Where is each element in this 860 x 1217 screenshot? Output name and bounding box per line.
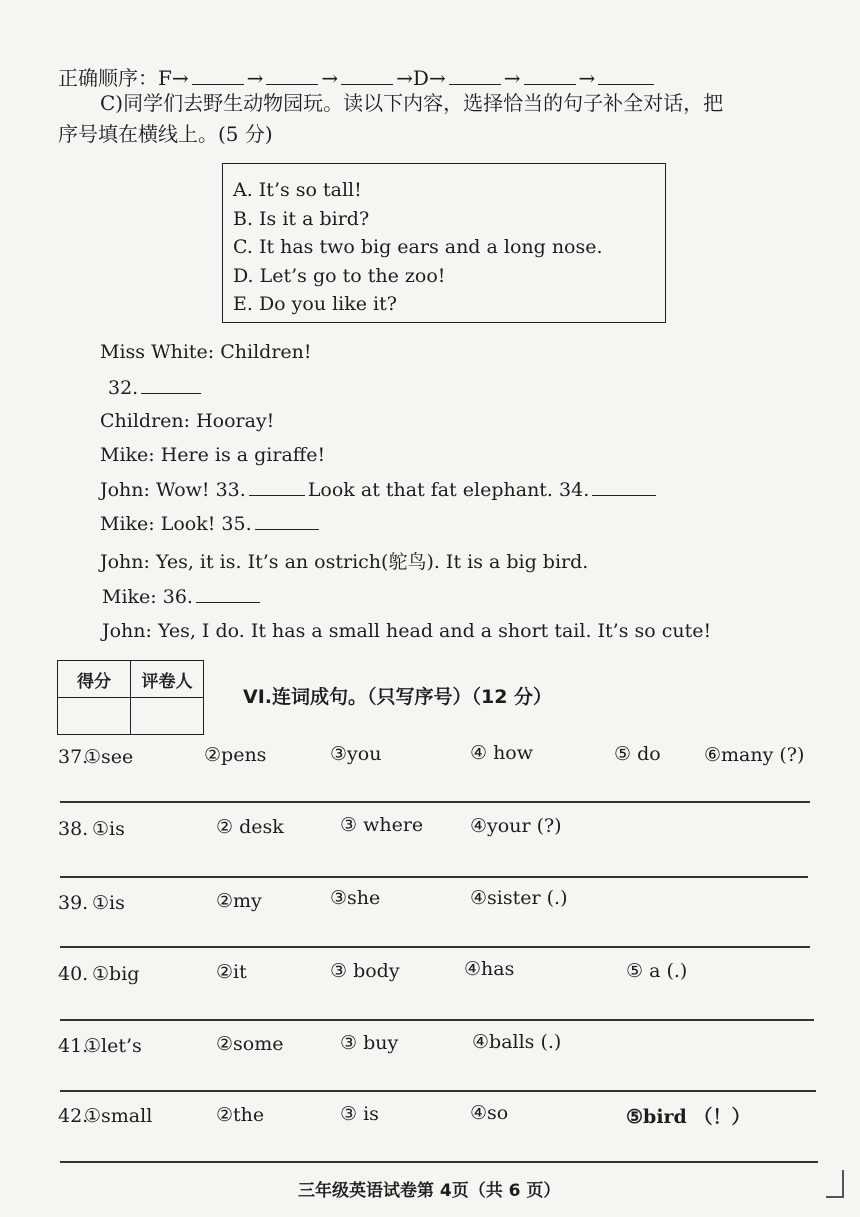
score-header: 得分 (58, 661, 131, 698)
question-42-word-5: ⑤bird （！） (626, 1106, 751, 1128)
option-e: E. Do you like it? (233, 293, 397, 315)
question-42-word-2: ②the (216, 1104, 265, 1126)
q35-blank[interactable] (255, 528, 319, 530)
question-41-word-1: ①let’s (84, 1035, 142, 1057)
question-42-word-1: ①small (84, 1105, 153, 1127)
question-39-word-2: ②my (216, 890, 262, 912)
answer-line-38[interactable] (60, 876, 808, 878)
question-38-word-3: ③ where (340, 814, 424, 836)
answer-line-40[interactable] (60, 1019, 814, 1021)
question-37-word-5: ⑤ do (614, 743, 661, 765)
dialogue-line-33-34 (100, 479, 659, 501)
question-39-word-1: ①is (92, 892, 125, 914)
question-40-word-3: ③ body (330, 960, 400, 982)
question-37-word-3: ③you (330, 743, 382, 765)
question-37-word-2: ②pens (204, 744, 267, 766)
order-label: 正确顺序：F→ (58, 66, 189, 90)
order-arrow-1: → (246, 66, 264, 90)
order-arrow-4: → (578, 66, 596, 90)
dialogue-line-3: Children: Hooray! (100, 410, 275, 432)
question-38-number: 38. (58, 818, 89, 840)
order-blank-5[interactable] (524, 83, 576, 85)
section-c-instruction-2: 序号填在横线上。(5 分) (58, 122, 273, 146)
question-42-number: 42. (58, 1105, 89, 1127)
option-b: B. Is it a bird? (233, 207, 370, 230)
question-38-word-2: ② desk (216, 816, 284, 838)
dialogue-line-35 (100, 513, 322, 535)
question-37-word-1: ①see (84, 746, 134, 768)
question-41-word-3: ③ buy (340, 1032, 399, 1054)
q36-prefix: Mike: 36. (102, 586, 193, 608)
q32-number: 32. (108, 377, 139, 399)
q35-prefix: Mike: Look! 35. (100, 513, 252, 535)
question-40-word-1: ①big (92, 963, 140, 985)
option-a: A. It’s so tall! (233, 179, 362, 201)
question-37-word-4: ④ how (470, 742, 534, 764)
options-box (222, 163, 666, 323)
question-40-number: 40. (58, 963, 89, 985)
q33-blank[interactable] (249, 494, 305, 496)
answer-line-41[interactable] (60, 1090, 816, 1092)
question-37-word-6: ⑥many (?) (704, 744, 805, 766)
question-41-number: 41. (58, 1035, 89, 1057)
question-39-word-4: ④sister (.) (470, 887, 568, 909)
question-39-word-3: ③she (330, 887, 381, 909)
order-blank-1[interactable] (192, 83, 244, 85)
dialogue-line-9: John: Yes, I do. It has a small head and a short tail. It’s so cute! (102, 620, 712, 642)
order-blank-2[interactable] (266, 83, 318, 85)
answer-line-37[interactable] (60, 801, 810, 803)
q36-blank[interactable] (196, 601, 260, 603)
grader-header: 评卷人 (131, 661, 204, 698)
question-40-word-2: ②it (216, 961, 247, 983)
question-42-word-4: ④so (470, 1102, 509, 1124)
order-blank-4[interactable] (449, 83, 501, 85)
order-arrow-2: → (321, 66, 339, 90)
dialogue-line-1: Miss White: Children! (100, 341, 312, 363)
section-c-instruction-1: C)同学们去野生动物园玩。读以下内容，选择恰当的句子补全对话，把 (100, 91, 724, 115)
dialogue-line-36 (102, 586, 263, 608)
order-blank-3[interactable] (341, 83, 393, 85)
order-arrow-3: → (503, 66, 521, 90)
section-vi-title: VI.连词成句。（只写序号）（12 分） (243, 686, 553, 708)
page-footer: 三年级英语试卷第 4页（共 6 页） (298, 1181, 561, 1201)
answer-line-42[interactable] (60, 1161, 818, 1163)
page-corner-mark (826, 1170, 844, 1198)
question-38-word-4: ④your (?) (470, 815, 562, 837)
question-42-word-3: ③ is (340, 1103, 379, 1125)
dialogue-line-32 (108, 377, 204, 399)
question-39-number: 39. (58, 892, 89, 914)
order-blank-6[interactable] (598, 83, 654, 85)
q34-prefix: Look at that fat elephant. 34. (307, 479, 590, 501)
order-arrow-d: →D→ (396, 66, 446, 90)
option-d: D. Let’s go to the zoo! (233, 264, 446, 287)
question-37-number: 37. (58, 746, 89, 768)
question-40-word-4: ④has (464, 958, 515, 980)
question-41-word-2: ②some (216, 1033, 284, 1055)
question-41-word-4: ④balls (.) (472, 1031, 562, 1053)
question-38-word-1: ①is (92, 818, 125, 840)
dialogue-line-4: Mike: Here is a giraffe! (100, 444, 326, 466)
dialogue-line-7: John: Yes, it is. It’s an ostrich(鸵鸟). It is a big bird. (100, 551, 589, 573)
question-40-word-5: ⑤ a (.) (626, 960, 688, 982)
score-cell[interactable] (58, 698, 131, 735)
q32-blank[interactable] (141, 392, 201, 394)
option-c: C. It has two big ears and a long nose. (233, 236, 603, 258)
q34-blank[interactable] (592, 494, 656, 496)
grader-cell[interactable] (131, 698, 204, 735)
score-table (57, 660, 204, 735)
q33-prefix: John: Wow! 33. (100, 479, 246, 501)
answer-line-39[interactable] (60, 946, 810, 948)
